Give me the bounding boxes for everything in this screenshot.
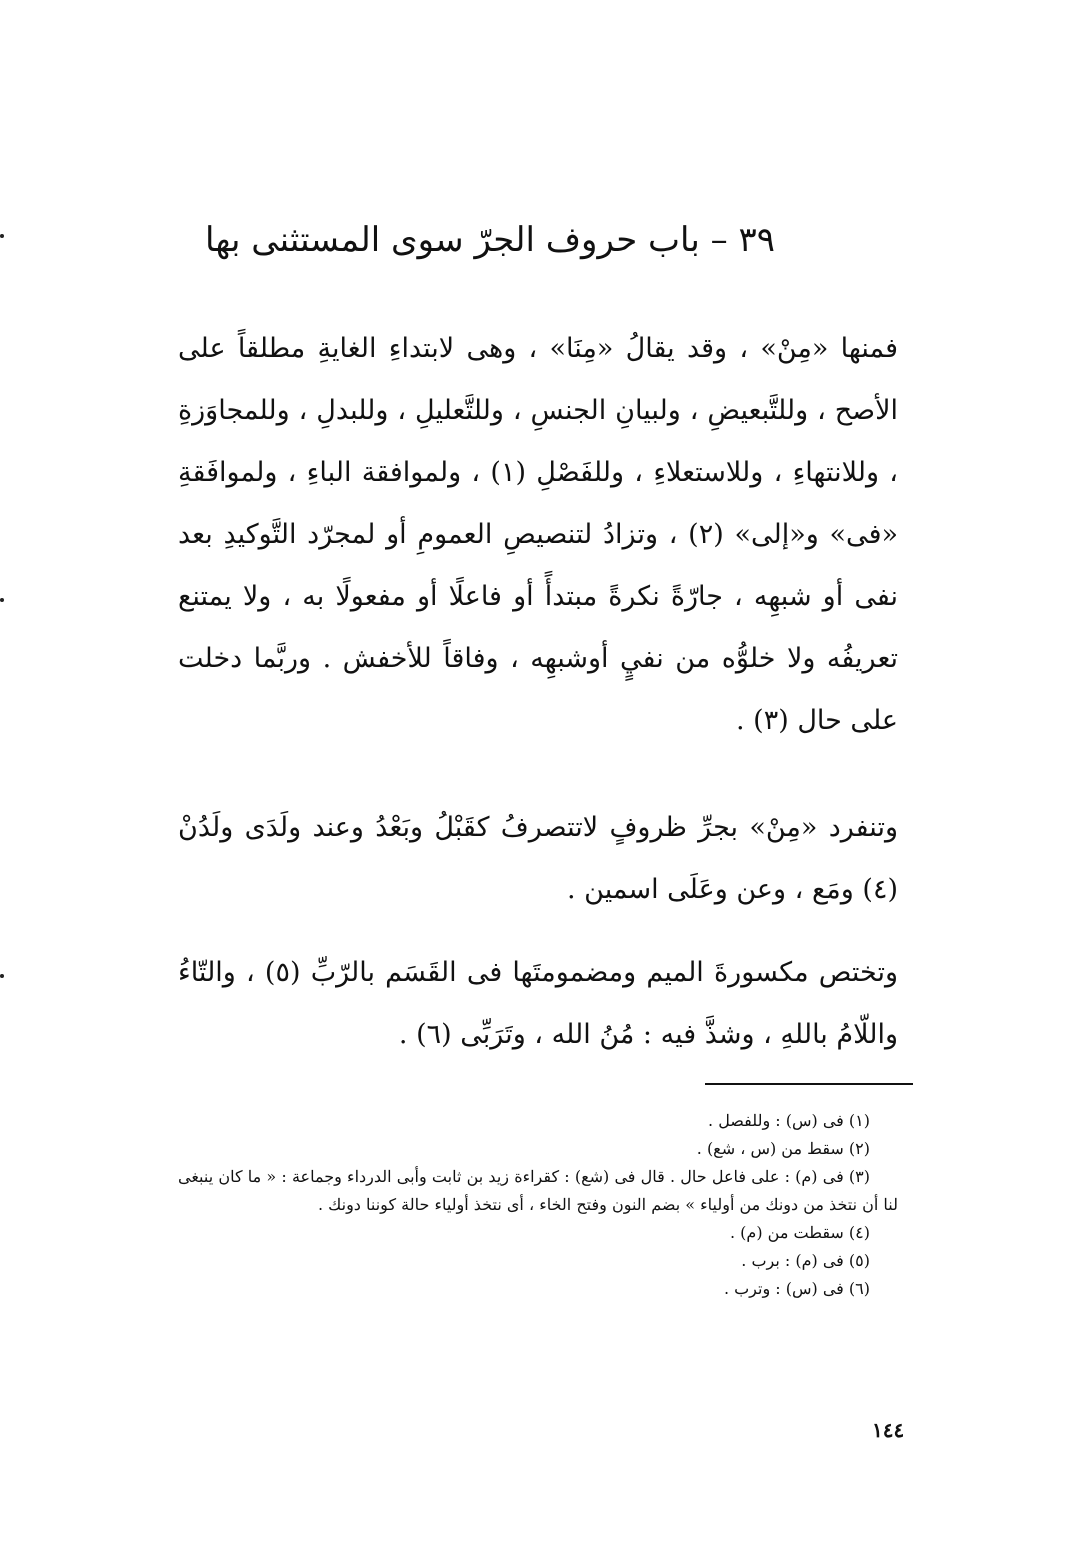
paragraph-2: وتنفرد «مِنْ» بجرِّ ظروفٍ لاتتصرفُ كقَبْلُ وبَعْدُ وعند ولَدَى ولَدُنْ (٤) ومَع ، وعن وعَلَى اسمين . — [178, 812, 898, 905]
footnote-3: (٣) فى (م) : على فاعل حال . قال فى (شع) : كقراءة زيد بن ثابت وأبى الدرداء وجماعة : « ما كان ينبغى لنا أن نتخذ من دونك من أولياء » بضم النون وفتح الخاء ، أى نتخذ أولياء حالة كوننا دونك . — [178, 1167, 898, 1214]
paragraph-1: فمنها «مِنْ» ، وقد يقالُ «مِنَا» ، وهى لابتداءِ الغايةِ مطلقاً على الأصح ، وللتَّبعيضِ ، ولبيانِ الجنسِ ، وللتَّعليلِ ، وللبدلِ ، وللمجاوَزةِ ، وللانتهاءِ ، وللاستعلاءِ ، وللفَصْلِ (١) ، ولموافقة الباءِ ، ولموافَقةِ «فى» و«إلى» (٢) ، وتزادُ لتنصيصِ العمومِ أو لمجرّد التَّوكيدِ بعد نفى أو شبهِه ، جارّةً نكرةً مبتدأً أو فاعلًا أو مفعولًا به ، ولا يمتنع تعريفُه ولا خلوُّه من نفيٍ أوشبهِه ، وفاقاً للأخفش . وربَّما دخلت على حال (٣) . — [178, 333, 898, 736]
scan-edge-mark — [0, 974, 4, 978]
footnote-divider — [705, 1083, 913, 1085]
footnote-1: (١) فى (س) : وللفصل . — [708, 1111, 870, 1130]
paragraph-3: وتختص مكسورةَ الميم ومضمومتَها فى القَسَم بالرّبِّ (٥) ، والتّاءُ واللّامُ باللهِ ، وشذَّ فيه : مُنُ الله ، وتَرَبِّى (٦) . — [178, 957, 898, 1050]
page-number: ١٤٤ — [872, 1418, 905, 1442]
scan-edge-mark — [0, 598, 4, 602]
footnote-2: (٢) سقط من (س ، شع) . — [696, 1139, 870, 1158]
footnote-4: (٤) سقطت من (م) . — [730, 1223, 870, 1242]
footnote-5: (٥) فى (م) : برب . — [741, 1251, 870, 1270]
footnotes — [178, 1107, 898, 1303]
footnote-6: (٦) فى (س) : وترب . — [723, 1279, 870, 1298]
chapter-heading: ٣٩ – باب حروف الجرّ سوى المستثنى بها — [204, 220, 776, 260]
scan-edge-mark — [0, 234, 4, 238]
